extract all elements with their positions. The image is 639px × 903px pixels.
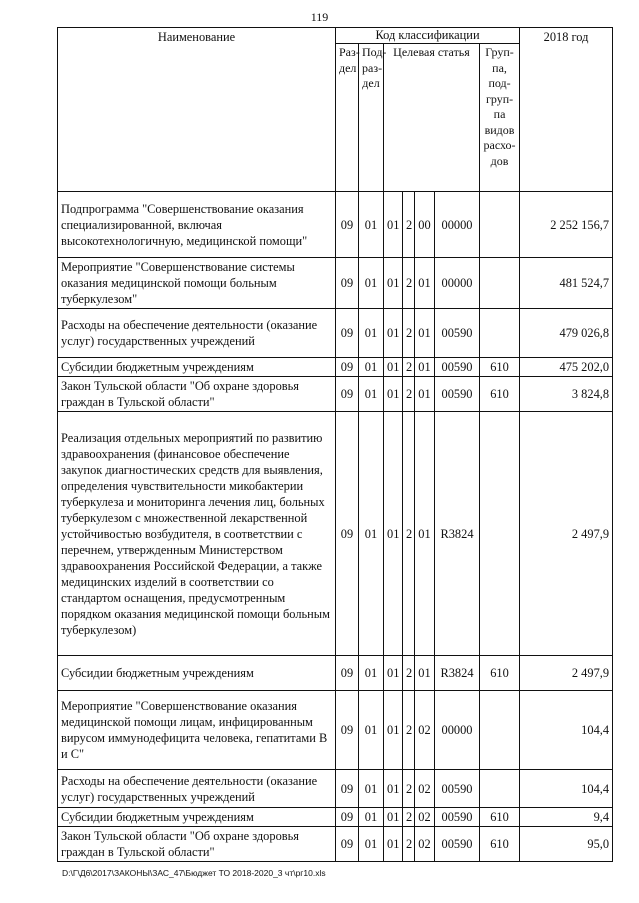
row-amount: 475 202,0 <box>520 358 613 377</box>
row-target-program: 01 <box>384 258 403 309</box>
row-target-event: 02 <box>415 691 435 770</box>
row-amount: 3 824,8 <box>520 377 613 412</box>
row-target-program: 01 <box>384 808 403 827</box>
row-target-event: 01 <box>415 656 435 691</box>
column-header-target-item: Целевая статья <box>384 44 480 192</box>
row-section: 09 <box>336 309 359 358</box>
row-target-event: 01 <box>415 309 435 358</box>
row-name: Субсидии бюджетным учреждениям <box>58 358 336 377</box>
row-subsection: 01 <box>359 770 384 808</box>
row-subsection: 01 <box>359 358 384 377</box>
column-header-year: 2018 год <box>520 28 613 192</box>
row-target-program: 01 <box>384 827 403 862</box>
row-expense-group: 610 <box>480 656 520 691</box>
row-name: Мероприятие "Совершенствование оказания медицинской помощи лицам, инфицированным вирусом иммунодефицита человека, гепатитами В и С" <box>58 691 336 770</box>
row-target-direction: 00000 <box>435 258 480 309</box>
row-expense-group <box>480 691 520 770</box>
row-expense-group <box>480 258 520 309</box>
row-subsection: 01 <box>359 192 384 258</box>
row-name: Реализация отдельных мероприятий по развитию здравоохранения (финансовое обеспечение закупок диагностических средств для выявления, определения чувствительности микобактерии туберкулеза и мониторинга лечения лиц, больных туберкулезом с множественной лекарственной устойчивостью возбудителя, в соответствии с перечнем, утвержденным Министерством здравоохранения Российской Федерации, а также медицинских изделий в соответствии со стандартом оснащения, предусмотренным порядком оказания медицинской помощи больным туберкулезом) <box>58 412 336 656</box>
budget-table <box>57 27 613 862</box>
row-section: 09 <box>336 691 359 770</box>
column-header-name: Наименование <box>58 28 336 192</box>
row-target-subprogram: 2 <box>403 770 415 808</box>
row-subsection: 01 <box>359 377 384 412</box>
row-name: Закон Тульской области "Об охране здоровья граждан в Тульской области" <box>58 827 336 862</box>
table-row <box>58 691 613 770</box>
row-target-direction: R3824 <box>435 656 480 691</box>
row-target-event: 00 <box>415 192 435 258</box>
table-row <box>58 656 613 691</box>
row-target-direction: 00000 <box>435 192 480 258</box>
row-target-program: 01 <box>384 309 403 358</box>
row-subsection: 01 <box>359 691 384 770</box>
row-target-direction: 00000 <box>435 691 480 770</box>
row-target-subprogram: 2 <box>403 808 415 827</box>
row-target-subprogram: 2 <box>403 258 415 309</box>
table-row <box>58 412 613 656</box>
page-number: 119 <box>310 10 329 24</box>
row-section: 09 <box>336 258 359 309</box>
row-name: Закон Тульской области "Об охране здоровья граждан в Тульской области" <box>58 377 336 412</box>
column-header-expense-group: Груп- па, под- груп- па видов расхо- дов <box>480 44 520 192</box>
table-body <box>58 192 613 862</box>
row-section: 09 <box>336 377 359 412</box>
row-target-subprogram: 2 <box>403 656 415 691</box>
table-row <box>58 192 613 258</box>
row-expense-group <box>480 770 520 808</box>
row-target-direction: 00590 <box>435 808 480 827</box>
row-target-event: 01 <box>415 412 435 656</box>
column-header-classification: Код классификации <box>336 28 520 44</box>
row-amount: 95,0 <box>520 827 613 862</box>
row-target-event: 02 <box>415 770 435 808</box>
row-name: Субсидии бюджетным учреждениям <box>58 808 336 827</box>
row-target-subprogram: 2 <box>403 192 415 258</box>
row-expense-group: 610 <box>480 358 520 377</box>
row-target-program: 01 <box>384 377 403 412</box>
row-target-event: 01 <box>415 258 435 309</box>
table-row <box>58 827 613 862</box>
row-section: 09 <box>336 412 359 656</box>
row-amount: 2 252 156,7 <box>520 192 613 258</box>
row-target-direction: R3824 <box>435 412 480 656</box>
column-header-subsection: Под- раз- дел <box>359 44 384 192</box>
row-expense-group <box>480 192 520 258</box>
row-amount: 9,4 <box>520 808 613 827</box>
row-expense-group: 610 <box>480 827 520 862</box>
row-target-event: 01 <box>415 377 435 412</box>
row-name: Мероприятие "Совершенствование системы оказания медицинской помощи больным туберкулезом" <box>58 258 336 309</box>
table-header <box>58 28 613 192</box>
row-expense-group: 610 <box>480 808 520 827</box>
row-target-subprogram: 2 <box>403 412 415 656</box>
row-section: 09 <box>336 656 359 691</box>
row-amount: 104,4 <box>520 770 613 808</box>
row-target-program: 01 <box>384 656 403 691</box>
table-row <box>58 309 613 358</box>
footer-file-path: D:\Г\Д6\2017\ЗАКОНЫ\ЗАС_47\Бюджет ТО 2018-2020_3 чт\рг10.xls <box>62 868 326 878</box>
row-subsection: 01 <box>359 808 384 827</box>
row-section: 09 <box>336 770 359 808</box>
table-row <box>58 358 613 377</box>
row-target-subprogram: 2 <box>403 358 415 377</box>
column-header-section: Раз- дел <box>336 44 359 192</box>
row-amount: 479 026,8 <box>520 309 613 358</box>
table-row <box>58 770 613 808</box>
row-target-subprogram: 2 <box>403 309 415 358</box>
row-amount: 2 497,9 <box>520 656 613 691</box>
row-expense-group <box>480 412 520 656</box>
row-target-program: 01 <box>384 770 403 808</box>
row-target-direction: 00590 <box>435 377 480 412</box>
row-target-program: 01 <box>384 691 403 770</box>
row-target-program: 01 <box>384 192 403 258</box>
row-target-direction: 00590 <box>435 358 480 377</box>
row-target-program: 01 <box>384 412 403 656</box>
row-expense-group <box>480 309 520 358</box>
row-expense-group: 610 <box>480 377 520 412</box>
table-row <box>58 808 613 827</box>
row-subsection: 01 <box>359 309 384 358</box>
row-name: Расходы на обеспечение деятельности (оказание услуг) государственных учреждений <box>58 309 336 358</box>
row-target-direction: 00590 <box>435 827 480 862</box>
row-target-subprogram: 2 <box>403 691 415 770</box>
row-target-direction: 00590 <box>435 309 480 358</box>
row-section: 09 <box>336 827 359 862</box>
row-target-event: 02 <box>415 827 435 862</box>
table-row <box>58 258 613 309</box>
row-target-direction: 00590 <box>435 770 480 808</box>
table-row <box>58 377 613 412</box>
row-subsection: 01 <box>359 258 384 309</box>
row-name: Подпрограмма "Совершенствование оказания специализированной, включая высокотехнологичную, медицинской помощи" <box>58 192 336 258</box>
row-target-program: 01 <box>384 358 403 377</box>
row-amount: 104,4 <box>520 691 613 770</box>
row-amount: 2 497,9 <box>520 412 613 656</box>
row-target-event: 01 <box>415 358 435 377</box>
row-section: 09 <box>336 808 359 827</box>
row-section: 09 <box>336 358 359 377</box>
row-subsection: 01 <box>359 827 384 862</box>
row-target-subprogram: 2 <box>403 827 415 862</box>
row-subsection: 01 <box>359 656 384 691</box>
row-target-subprogram: 2 <box>403 377 415 412</box>
row-amount: 481 524,7 <box>520 258 613 309</box>
row-subsection: 01 <box>359 412 384 656</box>
row-section: 09 <box>336 192 359 258</box>
row-name: Расходы на обеспечение деятельности (оказание услуг) государственных учреждений <box>58 770 336 808</box>
row-name: Субсидии бюджетным учреждениям <box>58 656 336 691</box>
row-target-event: 02 <box>415 808 435 827</box>
